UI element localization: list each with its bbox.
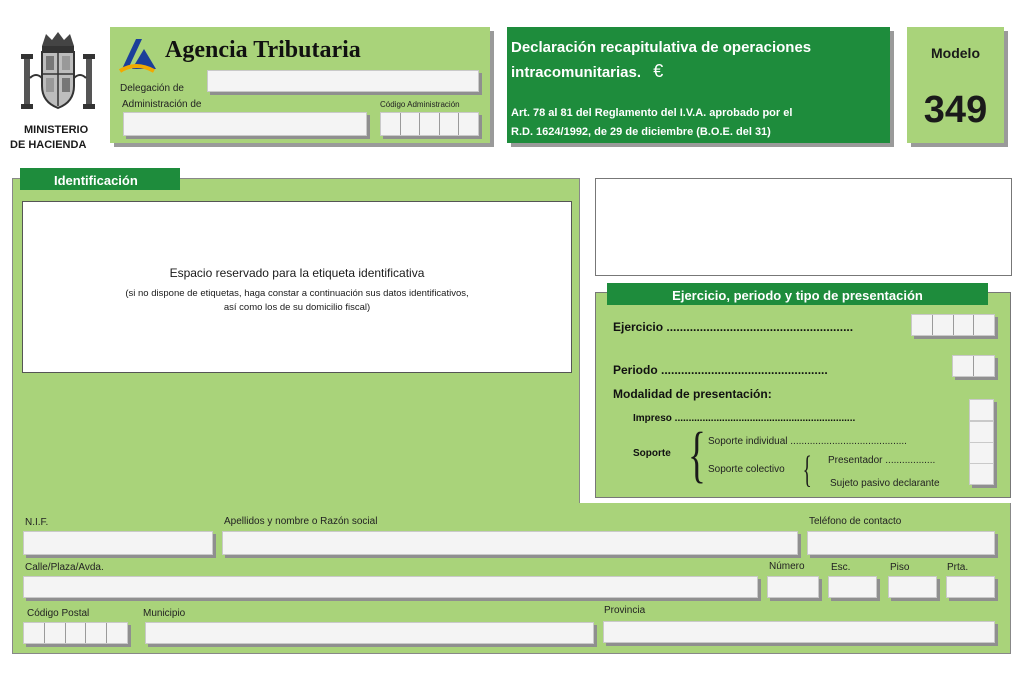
piso-field[interactable] [888, 576, 937, 598]
presentador-checkbox[interactable] [969, 442, 994, 464]
label-space-note2: así como los de su domicilio fiscal) [223, 302, 371, 313]
apellidos-label: Apellidos y nombre o Razón social [224, 516, 378, 527]
declaration-title-line2 [511, 61, 663, 82]
codigo-administracion-field[interactable] [380, 112, 479, 136]
modelo-panel [907, 27, 1004, 143]
label-space-note1: (si no dispone de etiquetas, haga constar a continuación sus datos identificativos, [125, 288, 469, 299]
calle-label: Calle/Plaza/Avda. [25, 562, 104, 573]
impreso-label: Impreso ................................................................. [633, 413, 856, 424]
provincia-field[interactable] [603, 621, 995, 643]
soporte-brace-icon: { [687, 421, 706, 489]
municipio-field[interactable] [145, 622, 594, 644]
nif-field[interactable] [23, 531, 213, 555]
ministry-name-line2: DE HACIENDA [10, 139, 87, 151]
codigo-postal-field[interactable] [23, 622, 128, 644]
periodo-label: Periodo .................................................. [613, 363, 828, 377]
ejercicio-label: Ejercicio ........................................................ [613, 320, 854, 334]
ejercicio-tab [607, 283, 988, 305]
delegacion-label: Delegación de [120, 83, 184, 94]
identificacion-tab [20, 168, 180, 190]
modelo-number: 349 [923, 89, 988, 131]
delegacion-field[interactable] [207, 70, 479, 92]
esc-label: Esc. [831, 562, 851, 573]
administracion-label: Administración de [122, 99, 202, 110]
administracion-field[interactable] [123, 112, 367, 136]
prta-label: Prta. [947, 562, 969, 573]
telefono-label: Teléfono de contacto [809, 516, 902, 527]
nif-label: N.I.F. [25, 517, 49, 528]
ejercicio-field[interactable] [911, 314, 995, 336]
apellidos-field[interactable] [222, 531, 798, 555]
provincia-label: Provincia [604, 605, 646, 616]
sujeto-pasivo-label: Sujeto pasivo declarante [830, 478, 940, 489]
modelo-label: Modelo [931, 45, 980, 61]
legal-line1: Art. 78 al 81 del Reglamento del I.V.A. aprobado por el [511, 107, 793, 119]
telefono-field[interactable] [807, 531, 995, 555]
soporte-label: Soporte [633, 448, 671, 459]
declaration-title-line1: Declaración recapitulativa de operaciones [511, 39, 812, 56]
label-space-title: Espacio reservado para la etiqueta identificativa [169, 266, 425, 280]
sujeto-pasivo-checkbox[interactable] [969, 463, 994, 485]
agency-title: Agencia Tributaria [165, 37, 361, 63]
periodo-field[interactable] [952, 355, 995, 377]
esc-field[interactable] [828, 576, 877, 598]
presentador-label: Presentador .................. [828, 455, 936, 466]
municipio-label: Municipio [143, 608, 186, 619]
calle-field[interactable] [23, 576, 758, 598]
ministry-name-line1: MINISTERIO [24, 124, 89, 136]
impreso-checkbox[interactable] [969, 399, 994, 421]
agency-logo-icon [116, 35, 158, 75]
identificacion-tab-label: Identificación [54, 173, 138, 188]
numero-label: Número [769, 561, 805, 572]
declaration-panel [507, 27, 890, 143]
modalidad-label: Modalidad de presentación: [613, 387, 772, 401]
piso-label: Piso [890, 562, 910, 573]
label-space-box[interactable] [22, 201, 572, 373]
numero-field[interactable] [767, 576, 819, 598]
ejercicio-tab-label: Ejercicio, periodo y tipo de presentación [672, 288, 923, 303]
declaration-title-text: intracomunitarias. [511, 64, 642, 81]
soporte-individual-checkbox[interactable] [969, 421, 994, 443]
soporte-individual-label: Soporte individual .......................................... [708, 436, 907, 447]
coat-of-arms-icon [18, 28, 98, 120]
euro-icon: € [653, 61, 664, 81]
prta-field[interactable] [946, 576, 995, 598]
colectivo-brace-icon: { [802, 449, 812, 491]
soporte-colectivo-label: Soporte colectivo [708, 464, 785, 475]
codigo-administracion-label: Código Administración [380, 100, 460, 109]
codigo-postal-label: Código Postal [27, 608, 90, 619]
blank-box [595, 178, 1012, 276]
legal-line2: R.D. 1624/1992, de 29 de diciembre (B.O.E. del 31) [511, 126, 771, 138]
